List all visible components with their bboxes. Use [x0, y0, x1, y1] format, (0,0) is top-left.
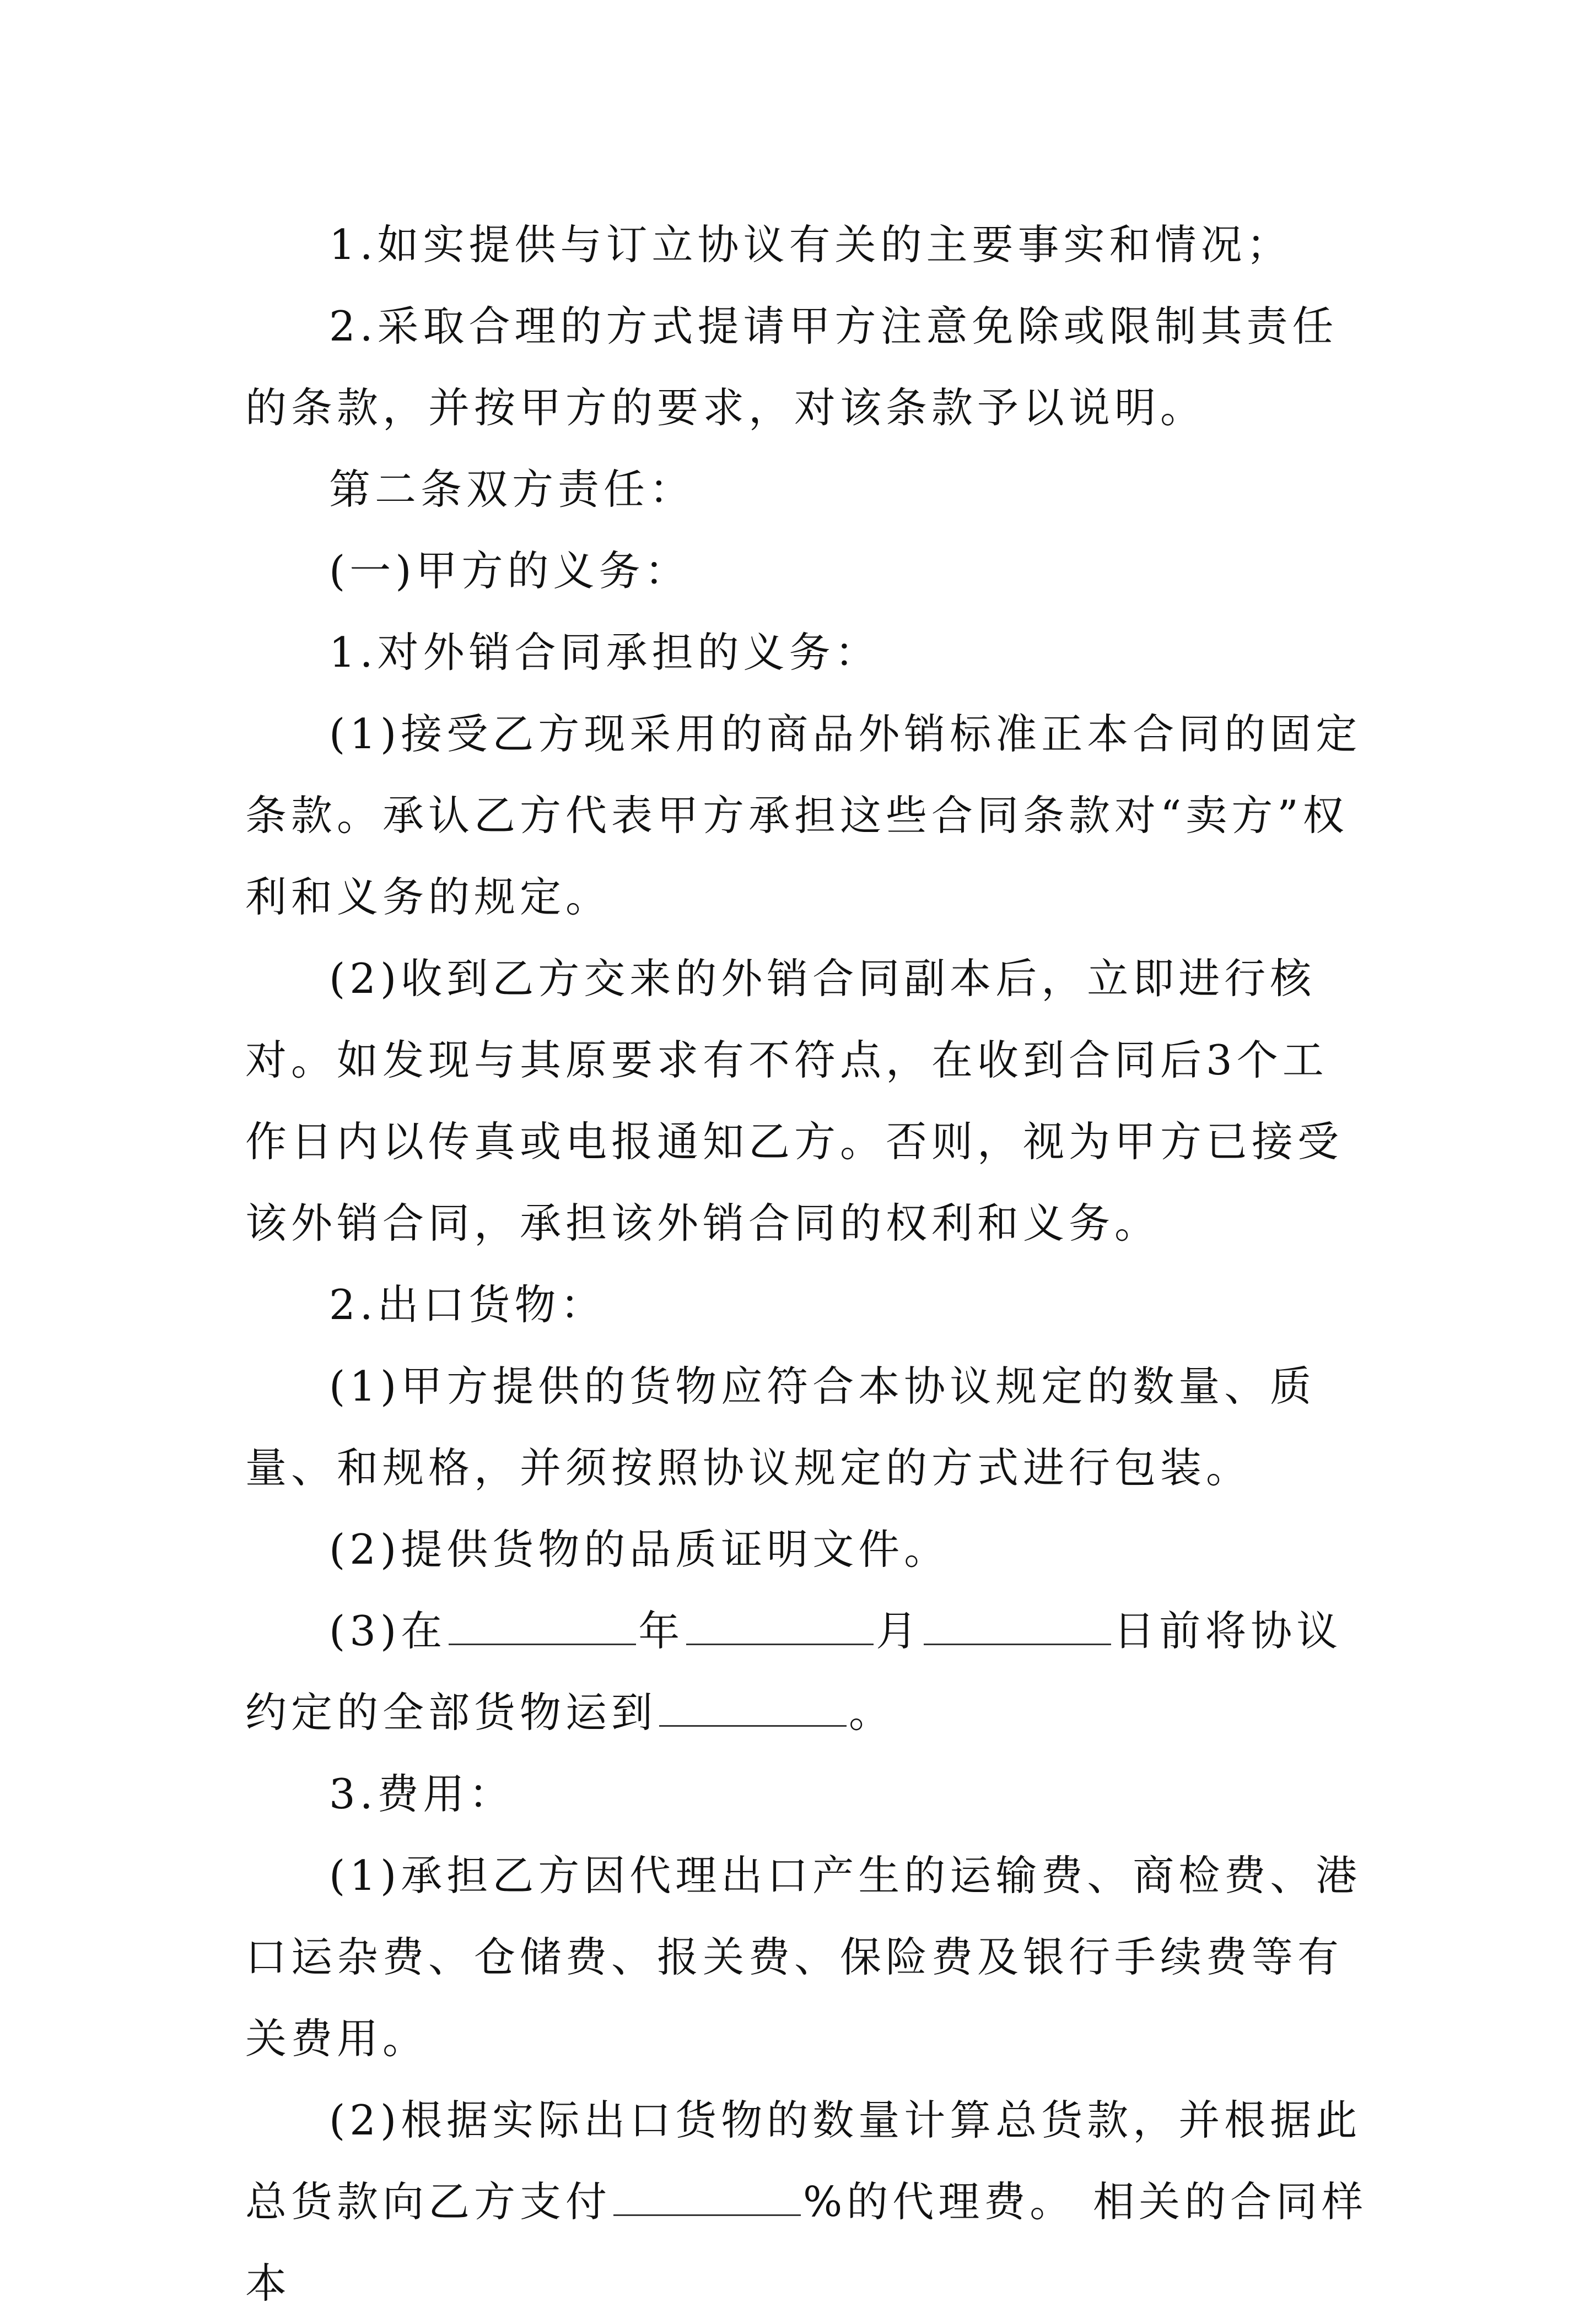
delivery-year-label: 年	[638, 1607, 685, 1655]
delivery-prefix: (3)在	[329, 1607, 447, 1655]
paragraph-2: 2.采取合理的方式提请甲方注意免除或限制其责任的条款，并按甲方的要求，对该条款予以说明。	[245, 302, 1338, 432]
paragraph-1: 1.如实提供与订立协议有关的主要事实和情况；	[329, 220, 1292, 269]
paragraph-5: 1.对外销合同承担的义务：	[329, 628, 881, 677]
paragraph-9: (1)甲方提供的货物应符合本协议规定的数量、质量、和规格，并须按照协议规定的方式进行包装。	[245, 1362, 1316, 1492]
delivery-month-label: 月	[876, 1607, 922, 1655]
delivery-clause	[245, 1590, 1372, 1753]
paragraph-7: (2)收到乙方交来的外销合同副本后，立即进行核对。如发现与其原要求有不符点，在收到合同后3个工作日内以传真或电报通知乙方。否则，视为甲方已接受该外销合同，承担该外销合同的权利和义务。	[245, 954, 1344, 1247]
delivery-end: 。	[849, 1688, 895, 1737]
day-blank	[924, 1643, 1111, 1645]
paragraph-8: 2.出口货物：	[329, 1280, 606, 1329]
paragraph-12: (1)承担乙方因代理出口产生的运输费、商检费、港口运杂费、仓储费、报关费、保险费及银行手续费等有关费用。	[245, 1851, 1362, 2063]
fee-clause	[245, 2079, 1372, 2324]
year-blank	[449, 1643, 636, 1645]
paragraph-3: 第二条双方责任：	[329, 465, 696, 514]
fee-prefix: (2)根据实际出口货物的数量计算总货款，并根据此总货款向乙方支付	[245, 2096, 1362, 2226]
paragraph-10: (2)提供货物的品质证明文件。	[329, 1525, 950, 1574]
paragraph-11: 3.费用：	[329, 1770, 515, 1818]
delivery-suffix: 日前将协议约定的全部货物运到	[245, 1607, 1343, 1737]
document-body	[245, 204, 1372, 2324]
fee-suffix: %的代理费。	[803, 2177, 1076, 2226]
month-blank	[686, 1643, 874, 1645]
fee-tail: 相关的合同样本	[245, 2177, 1368, 2307]
paragraph-6: (1)接受乙方现采用的商品外销标准正本合同的固定条款。承认乙方代表甲方承担这些合同条款对“卖方”权利和义务的规定。	[245, 710, 1362, 921]
fee-percent-blank	[613, 2214, 801, 2216]
destination-blank	[659, 1725, 847, 1727]
paragraph-4: (一)甲方的义务：	[329, 547, 691, 595]
